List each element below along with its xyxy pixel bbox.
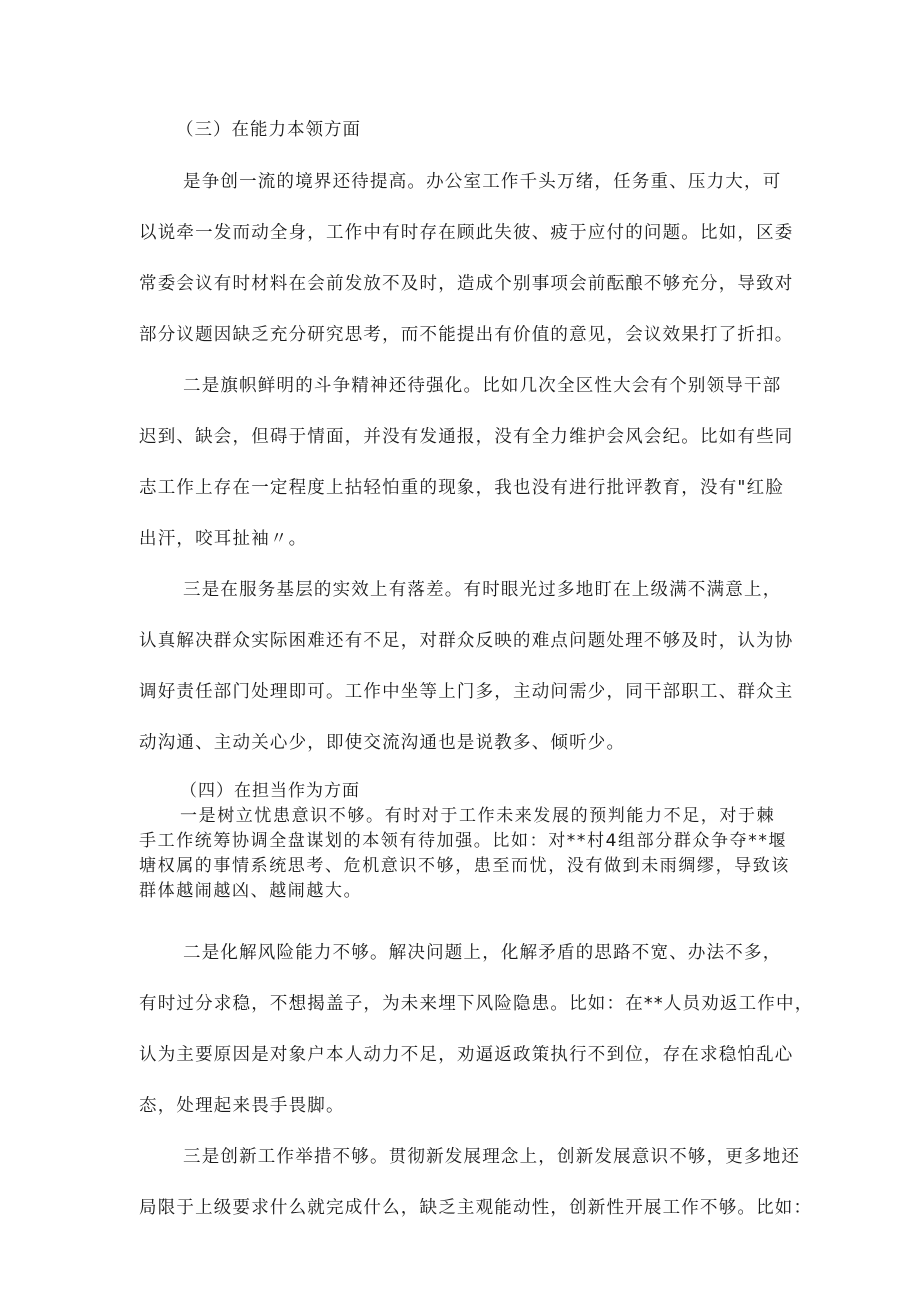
s3-p3-line-1: 三是在服务基层的实效上有落差。有时眼光过多地盯在上级满不满意上，: [183, 580, 782, 600]
s3-p1-line-3: 常委会议有时材料在会前发放不及时，造成个别事项会前酝酿不够充分，导致对: [139, 274, 794, 294]
s4-p2-line-1: 二是化解风险能力不够。解决问题上，化解矛盾的思路不宽、办法不多，: [183, 943, 782, 963]
s4-p1-line-1: 一是树立忧患意识不够。有时对于工作未来发展的预判能力不足，对于棘: [180, 806, 776, 826]
s3-p3-line-3: 调好责任部门处理即可。工作中坐等上门多，主动问需少，同干部职工、群众主: [139, 682, 794, 702]
s3-p1-line-1: 是争创一流的境界还待提高。办公室工作千头万绪，任务重、压力大，可: [183, 172, 782, 192]
s4-p1-line-4: 群体越闹越凶、越闹越大。: [139, 881, 363, 901]
s3-p1-line-2: 以说牵一发而动全身，工作中有时存在顾此失彼、疲于应付的问题。比如，区委: [139, 223, 794, 243]
s4-p3-line-1: 三是创新工作举措不够。贯彻新发展理念上，创新发展意识不够，更多地还: [183, 1147, 801, 1167]
s4-p2-line-2: 有时过分求稳，不想揭盖子，为未来埋下风险隐患。比如：在**人员劝返工作中，: [139, 994, 814, 1014]
s3-p2-line-2: 迟到、缺会，但碍于情面，并没有发通报，没有全力维护会风会纪。比如有些同: [139, 427, 794, 447]
s3-p1-line-4: 部分议题因缺乏充分研究思考，而不能提出有价值的意见，会议效果打了折扣。: [139, 325, 794, 345]
s4-p2-line-3: 认为主要原因是对象户本人动力不足，劝逼返政策执行不到位，存在求稳怕乱心: [139, 1045, 794, 1065]
section-3-heading: （三）在能力本领方面: [176, 120, 361, 140]
s4-p1-line-2: 手工作统筹协调全盘谋划的本领有待加强。比如：对**村4组部分群众争夺**堰: [139, 831, 788, 851]
s4-p3-line-2: 局限于上级要求什么就完成什么，缺乏主观能动性，创新性开展工作不够。比如：: [139, 1198, 813, 1218]
s3-p3-line-4: 动沟通、主动关心少，即使交流沟通也是说教多、倾听少。: [139, 733, 626, 753]
s3-p2-line-4: 出汗，咬耳扯袖〃。: [139, 529, 308, 549]
s3-p2-line-1: 二是旗帜鲜明的斗争精神还待强化。比如几次全区性大会有个别领导干部: [183, 376, 782, 396]
section-4-heading: （四）在担当作为方面: [180, 781, 360, 801]
s3-p3-line-2: 认真解决群众实际困难还有不足，对群众反映的难点问题处理不够及时，认为协: [139, 631, 794, 651]
s4-p2-line-4: 态，处理起来畏手畏脚。: [139, 1096, 345, 1116]
s4-p1-line-3: 塘权属的事情系统思考、危机意识不够，患至而忧，没有做到未雨绸缪，导致该: [139, 856, 790, 876]
s3-p2-line-3: 志工作上存在一定程度上拈轻怕重的现象，我也没有进行批评教育，没有"红脸: [139, 478, 785, 498]
